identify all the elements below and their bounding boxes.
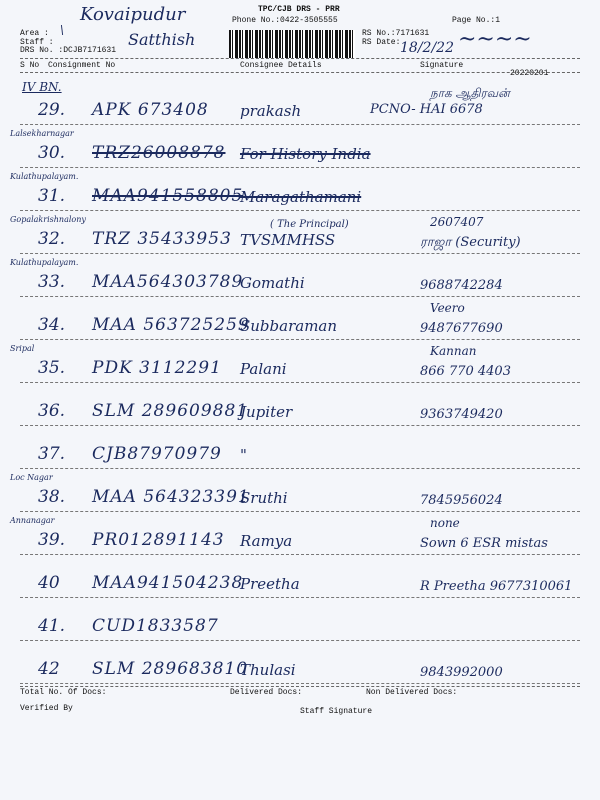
non-delivered-docs-label: Non Delivered Docs: — [366, 688, 458, 697]
row-divider — [20, 468, 580, 469]
row-consignee-name: Ramya — [240, 532, 293, 550]
row-divider — [20, 425, 580, 426]
row-divider — [20, 253, 580, 254]
row-divider — [20, 640, 580, 641]
row-consignee-name: Preetha — [240, 575, 300, 593]
row-consignment-number: MAA564303789 — [92, 272, 244, 292]
row-consignee-name: Jupiter — [240, 403, 293, 421]
area-label: Area : — [20, 29, 49, 38]
doc-title: TPC/CJB DRS - PRR — [258, 5, 340, 14]
rs-date-label: RS Date: — [362, 38, 401, 47]
row-serial: 33. — [38, 272, 66, 292]
row-divider — [20, 339, 580, 340]
row-area-note: Loc Nagar — [10, 473, 53, 482]
row-signature: R Preetha 9677310061 — [420, 579, 573, 594]
row-signature-extra: நாக ஆதிரவன் — [430, 86, 510, 100]
delivered-docs-label: Delivered Docs: — [230, 688, 303, 697]
row-consignee-name: Palani — [240, 360, 287, 378]
staff-signature-label: Staff Signature — [300, 707, 373, 716]
row-consignment-number: PR012891143 — [92, 530, 225, 550]
staff-handwritten: Satthish — [128, 30, 196, 49]
row-signature-extra: 2607407 — [430, 215, 484, 229]
verified-by-label: Verified By — [20, 704, 73, 713]
row-serial: 31. — [38, 186, 66, 206]
row-divider — [20, 382, 580, 383]
check-mark-icon: \ — [60, 23, 65, 37]
row-consignee-name: Gomathi — [240, 274, 305, 292]
row-divider — [20, 296, 580, 297]
row-consignee-name: TVSMMHSS — [240, 231, 336, 249]
row-divider — [20, 511, 580, 512]
row-serial: 29. — [38, 100, 66, 120]
row-signature: 9843992000 — [420, 665, 503, 680]
row-serial: 32. — [38, 229, 66, 249]
row-divider — [20, 554, 580, 555]
stamp-number: 20220201 — [510, 69, 549, 78]
row-serial: 34. — [38, 315, 66, 335]
barcode — [229, 30, 355, 58]
phone-number: Phone No.:0422-3505555 — [232, 16, 338, 25]
row-serial: 37. — [38, 444, 66, 464]
row-consignee-name: " — [240, 446, 247, 464]
col-consignee: Consignee Details — [240, 61, 322, 70]
row-signature: 9688742284 — [420, 278, 503, 293]
row-signature: PCNO- HAI 6678 — [370, 102, 483, 117]
row-area-note: Lalsekharnagar — [10, 129, 74, 138]
row-divider — [20, 683, 580, 684]
page-number: Page No.:1 — [452, 16, 501, 25]
staff-label: Staff : — [20, 38, 54, 47]
row-signature: 9487677690 — [420, 321, 503, 336]
row-signature: 9363749420 — [420, 407, 503, 422]
row-consignment-number: MAA941504238 — [92, 573, 244, 593]
row-signature: Sown 6 ESR mistas — [420, 536, 548, 551]
row-consignee-name: Subbaraman — [240, 317, 338, 335]
row-serial: 39. — [38, 530, 66, 550]
row-consignment-number: MAA 564323391 — [92, 487, 250, 507]
row-divider — [20, 167, 580, 168]
row-consignment-number: APK 673408 — [92, 100, 209, 120]
row-consignment-number: SLM 289683810 — [92, 659, 249, 679]
row-serial: 38. — [38, 487, 66, 507]
area-handwritten: Kovaipudur — [80, 4, 186, 25]
row-signature-extra: Veero — [430, 301, 465, 315]
row-consignee-name: Sruthi — [240, 489, 288, 507]
row-signature-extra: Kannan — [430, 344, 477, 358]
row-consignee-name: prakash — [240, 102, 302, 120]
row-divider — [20, 597, 580, 598]
row-consignment-number: PDK 3112291 — [92, 358, 222, 378]
rs-number: RS No.:7171631 — [362, 29, 430, 38]
col-sno: S No — [20, 61, 40, 70]
row-area-note: Kulathupalayam. — [10, 258, 79, 267]
row-consignment-number: TRZ26008878 — [92, 143, 226, 163]
date-handwritten: 18/2/22 — [400, 40, 454, 56]
row-consignment-number: MAA941558805 — [92, 186, 244, 206]
row-serial: 35. — [38, 358, 66, 378]
row-consignment-number: SLM 289609881 — [92, 401, 249, 421]
row-consignee-note: ( The Principal) — [270, 219, 349, 230]
row-serial: 42 — [38, 659, 60, 679]
col-signature: Signature — [420, 61, 464, 70]
row-consignee-name: Maragathamani — [240, 188, 362, 206]
row-consignee-name: For History India — [240, 145, 371, 163]
row-serial: 36. — [38, 401, 66, 421]
drs-number: DRS No. :DCJB7171631 — [20, 46, 117, 55]
row-consignment-number: CUD1833587 — [92, 616, 219, 636]
row-consignment-number: MAA 563725259 — [92, 315, 250, 335]
row-signature: 7845956024 — [420, 493, 503, 508]
row-signature: ராஜா (Security) — [420, 235, 521, 250]
row-consignee-name: Thulasi — [240, 661, 296, 679]
row-consignment-number: TRZ 35433953 — [92, 229, 232, 249]
row-serial: 30. — [38, 143, 66, 163]
row-area-note: Gopalakrishnalony — [10, 215, 86, 224]
scribble-mark: ~~~~ — [458, 27, 532, 52]
row-serial: 40 — [38, 573, 60, 593]
col-consignment: Consignment No — [48, 61, 116, 70]
row-signature-extra: none — [430, 516, 460, 530]
row-area-note: Sripal — [10, 344, 35, 353]
section-note: IV BN. — [22, 80, 62, 94]
row-serial: 41. — [38, 616, 66, 636]
row-signature: 866 770 4403 — [420, 364, 511, 379]
row-divider — [20, 210, 580, 211]
row-area-note: Annanagar — [10, 516, 55, 525]
total-docs-label: Total No. Of Docs: — [20, 688, 107, 697]
row-divider — [20, 124, 580, 125]
row-area-note: Kulathupalayam. — [10, 172, 79, 181]
row-consignment-number: CJB87970979 — [92, 444, 222, 464]
